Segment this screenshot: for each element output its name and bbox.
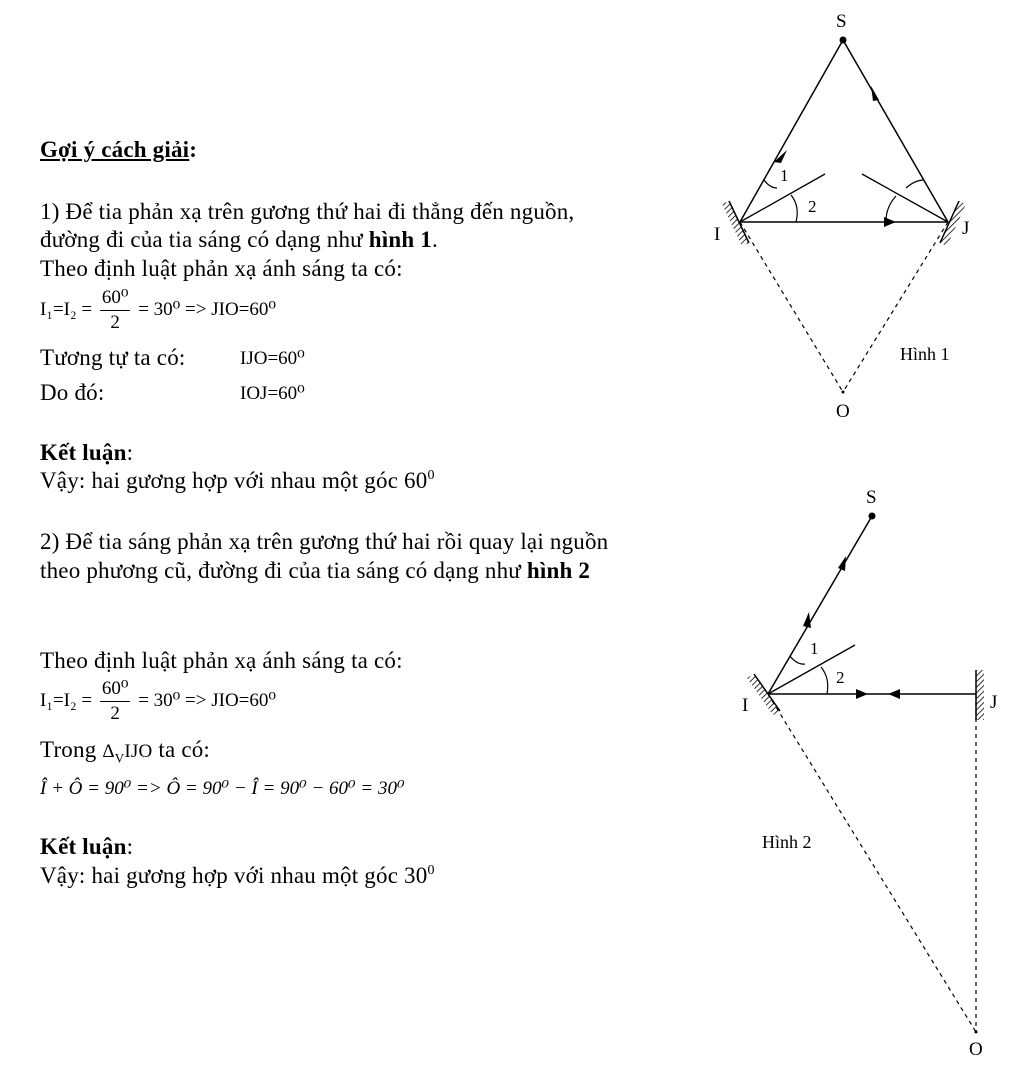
p2-triangle-pre: Trong: [40, 737, 103, 762]
fig1-angle-arc-2: [791, 195, 797, 222]
fig1-angle-arc-j1: [886, 196, 896, 221]
fig2-label-s: S: [866, 487, 877, 508]
fig2-label-o: O: [969, 1039, 983, 1060]
p1-law: Theo định luật phản xạ ánh sáng ta có:: [40, 256, 403, 281]
fig2-dashed-io: [768, 694, 976, 1032]
p2-conclusion-body: Vậy: hai gương hợp với nhau một góc 30: [40, 863, 428, 888]
p2-triangle-name: IJO: [124, 741, 153, 762]
fig2-point-o: [975, 1031, 978, 1034]
fig2-label-j: J: [990, 692, 998, 713]
p1-eq-rhs: = 30⁰ => JIO=60⁰: [138, 298, 277, 320]
fig2-arrow-up-1: [838, 556, 846, 571]
figure-1: [714, 11, 969, 422]
fig2-label-i: I: [742, 695, 749, 716]
fig1-angle-arc-j2: [906, 180, 924, 188]
fig2-caption: Hình 2: [762, 832, 812, 852]
p2-angle-equation: Î + Ô = 90⁰ => Ô = 90⁰ − Î = 90⁰ − 60⁰ = 30⁰: [40, 778, 405, 799]
p1-similar-value: IJO=60⁰: [240, 348, 305, 369]
fig2-arrow-left: [888, 689, 900, 699]
fig1-label-s: S: [836, 11, 847, 32]
fig1-label-o: O: [836, 401, 850, 422]
fig1-angle-label-1: 1: [780, 166, 789, 185]
fig1-dashed-jo: [843, 222, 948, 392]
solution-heading-colon: :: [189, 137, 198, 162]
p2-line1: 2) Để tia sáng phản xạ trên gương thứ hai rồi quay lại nguồn: [40, 529, 609, 554]
p2-law: Theo định luật phản xạ ánh sáng ta có:: [40, 648, 403, 673]
p1-eq-num: 60⁰: [100, 286, 131, 311]
p2-conclusion-sup: 0: [427, 863, 435, 878]
p2-triangle-sub: V: [114, 750, 125, 766]
solution-heading-text: Gợi ý cách giải: [40, 137, 190, 162]
fig1-point-o: [842, 391, 845, 394]
p1-therefore-label: Do đó:: [40, 380, 105, 405]
p1-line2-text: đường đi của tia sáng có dạng như: [40, 227, 369, 252]
p2-line2-text: theo phương cũ, đường đi của tia sáng có dạng như: [40, 558, 527, 583]
fig2-angle-arc-2: [821, 667, 828, 694]
p2-eq-lhs: I₁=I₂ =: [40, 689, 93, 711]
p1-conclusion-sup: 0: [427, 468, 435, 483]
fig1-arrow-js: [871, 86, 879, 101]
fig2-angle-label-1: 1: [810, 639, 819, 658]
p2-triangle-post: ta có:: [152, 737, 211, 762]
p2-line2-bold: hình 2: [526, 558, 591, 583]
fig2-angle-arc-1: [790, 656, 805, 664]
p1-line1: 1) Để tia phản xạ trên gương thứ hai đi thẳng đến nguồn,: [40, 199, 575, 224]
p1-eq-den: 2: [110, 312, 120, 333]
p1-eq-lhs: I₁=I₂ =: [40, 298, 93, 320]
p1-conclusion-label: Kết luận: [40, 440, 127, 465]
fig1-label-i: I: [714, 224, 721, 245]
fig1-ray-j-to-s: [843, 40, 948, 222]
p2-conclusion-label: Kết luận: [40, 834, 127, 859]
fig1-normal-j: [862, 174, 948, 222]
fig2-mirror-j: [976, 670, 984, 720]
p2-triangle-symbol: Δ: [102, 741, 115, 762]
p2-eq-num: 60⁰: [100, 677, 131, 702]
fig1-angle-arc-1: [764, 180, 777, 188]
p1-line2-bold: hình 1: [368, 227, 432, 252]
p1-conclusion-colon: :: [126, 440, 134, 465]
fig1-angle-label-2: 2: [808, 197, 817, 216]
p1-line2-end: .: [432, 227, 438, 252]
fig2-point-s: [869, 513, 876, 520]
fig1-mirror-i: [722, 201, 749, 246]
fig2-ray-i-to-s: [768, 516, 872, 694]
fig2-angle-label-2: 2: [836, 668, 845, 687]
fig2-arrow-down-1: [803, 612, 811, 628]
p1-therefore-value: IOJ=60⁰: [240, 383, 305, 404]
fig1-point-s: [840, 37, 847, 44]
p2-eq-rhs: = 30⁰ => JIO=60⁰: [138, 689, 277, 711]
fig2-arrow-right: [856, 689, 868, 699]
p1-similar-label: Tương tự ta có:: [40, 345, 186, 370]
p1-conclusion-body: Vậy: hai gương hợp với nhau một góc 60: [40, 468, 428, 493]
p2-eq-den: 2: [110, 703, 120, 724]
figure-2: [742, 487, 997, 1060]
fig1-dashed-io: [740, 222, 843, 392]
fig1-label-j: J: [962, 218, 970, 239]
p2-conclusion-colon: :: [126, 834, 134, 859]
fig1-caption: Hình 1: [900, 344, 950, 364]
